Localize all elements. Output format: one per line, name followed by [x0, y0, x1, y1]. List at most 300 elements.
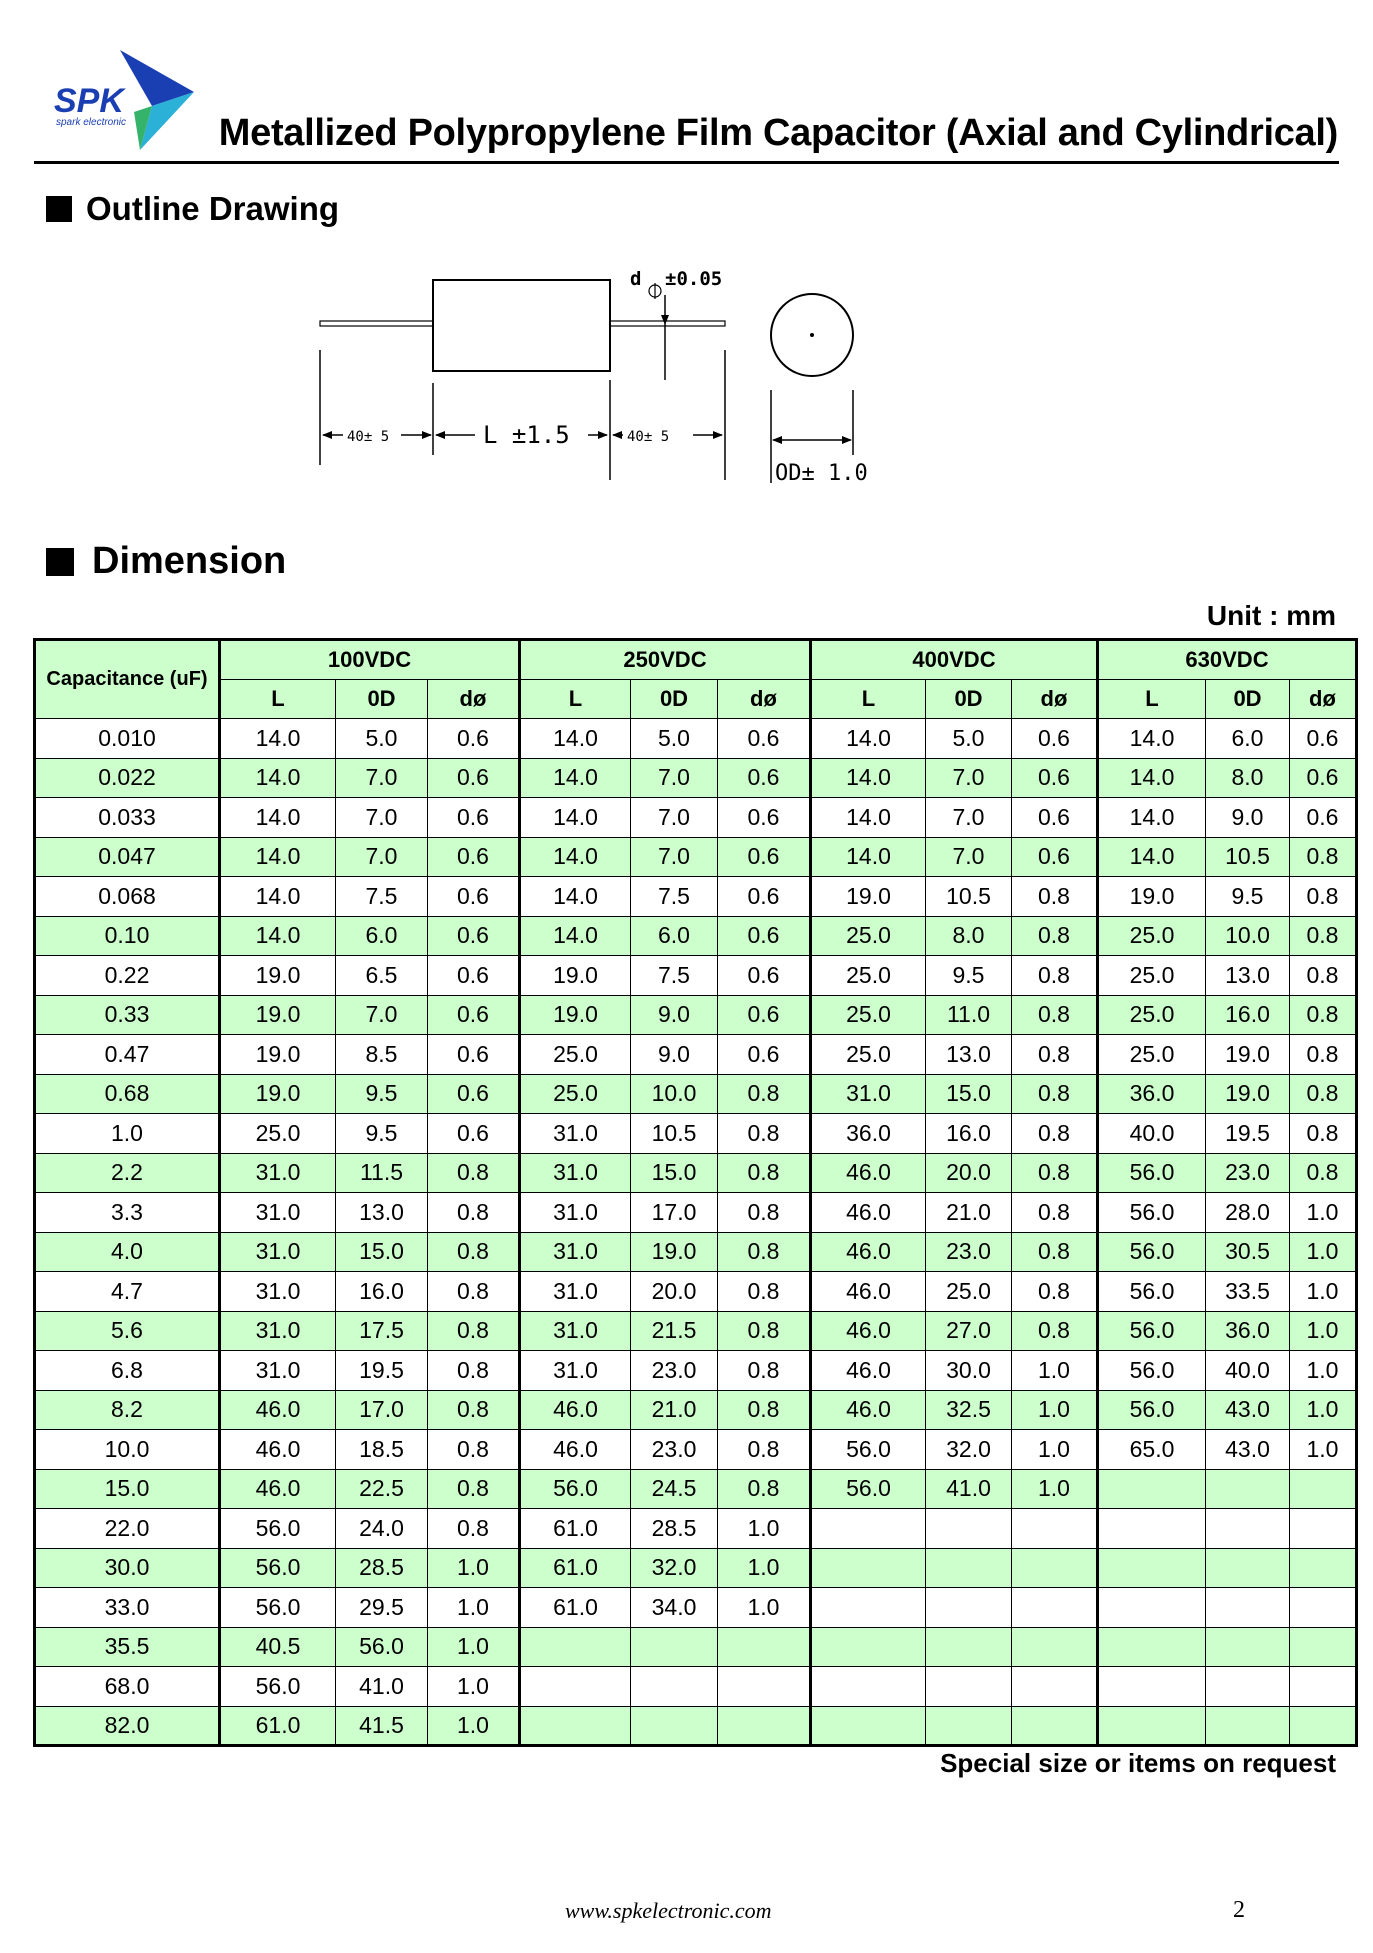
table-cell: 14.0 [220, 837, 336, 877]
arrow-left-icon [772, 436, 782, 444]
sub-header-l: L [1098, 679, 1206, 719]
voltage-header-250vdc: 250VDC [520, 640, 811, 680]
table-cell: 14.0 [220, 877, 336, 917]
table-cell [1012, 1588, 1098, 1628]
table-cell: 56.0 [811, 1430, 926, 1470]
table-cell: 25.0 [1098, 995, 1206, 1035]
capacitance-cell: 82.0 [35, 1706, 220, 1746]
table-cell: 43.0 [1206, 1430, 1290, 1470]
table-cell: 7.0 [926, 837, 1012, 877]
table-cell: 1.0 [1290, 1311, 1357, 1351]
capacitance-cell: 6.8 [35, 1351, 220, 1391]
table-cell: 31.0 [520, 1232, 631, 1272]
capacitance-header: Capacitance (uF) [35, 640, 220, 719]
table-cell: 46.0 [811, 1272, 926, 1312]
table-cell: 0.8 [718, 1272, 811, 1312]
special-size-note: Special size or items on request [940, 1748, 1336, 1778]
table-cell: 0.6 [1290, 719, 1357, 759]
table-cell: 0.8 [1012, 1232, 1098, 1272]
sub-header-l: L [520, 679, 631, 719]
capacitance-cell: 4.7 [35, 1272, 220, 1312]
table-cell: 16.0 [336, 1272, 428, 1312]
arrow-right-icon [422, 431, 432, 439]
table-cell: 1.0 [1290, 1232, 1357, 1272]
table-cell [1290, 1706, 1357, 1746]
table-cell: 61.0 [520, 1588, 631, 1628]
voltage-header-400vdc: 400VDC [811, 640, 1098, 680]
table-cell: 13.0 [336, 1193, 428, 1233]
table-cell: 31.0 [520, 1114, 631, 1154]
table-cell [1206, 1706, 1290, 1746]
table-cell: 14.0 [520, 837, 631, 877]
dimension-table-body [35, 719, 1357, 1746]
table-row [35, 1706, 1357, 1746]
table-cell: 5.0 [926, 719, 1012, 759]
bullet-square-icon [46, 196, 72, 222]
table-cell: 0.8 [428, 1311, 520, 1351]
table-cell: 56.0 [1098, 1272, 1206, 1312]
sub-header-od: 0D [336, 679, 428, 719]
table-cell: 10.0 [1206, 916, 1290, 956]
table-cell: 43.0 [1206, 1390, 1290, 1430]
table-cell: 19.0 [631, 1232, 718, 1272]
table-cell [1290, 1667, 1357, 1707]
table-cell: 61.0 [220, 1706, 336, 1746]
table-cell: 31.0 [520, 1311, 631, 1351]
table-cell: 28.5 [336, 1548, 428, 1588]
table-row [35, 1074, 1357, 1114]
table-cell: 31.0 [220, 1311, 336, 1351]
table-cell [926, 1627, 1012, 1667]
arrow-right-icon [713, 431, 723, 439]
table-cell: 0.8 [428, 1509, 520, 1549]
table-cell: 7.0 [336, 837, 428, 877]
table-cell: 56.0 [220, 1588, 336, 1628]
lead-left-label: 40± 5 [347, 429, 390, 445]
table-cell: 31.0 [520, 1351, 631, 1391]
table-cell: 0.8 [428, 1351, 520, 1391]
table-cell: 46.0 [811, 1153, 926, 1193]
capacitance-cell: 0.33 [35, 995, 220, 1035]
table-cell: 32.0 [926, 1430, 1012, 1470]
table-cell: 14.0 [220, 719, 336, 759]
table-cell: 56.0 [1098, 1351, 1206, 1391]
table-cell: 0.8 [1012, 1272, 1098, 1312]
table-cell [1098, 1627, 1206, 1667]
table-cell: 9.0 [631, 995, 718, 1035]
table-cell: 0.8 [1012, 956, 1098, 996]
table-cell: 0.6 [1012, 758, 1098, 798]
table-cell [718, 1627, 811, 1667]
table-cell: 21.5 [631, 1311, 718, 1351]
table-cell: 0.8 [428, 1390, 520, 1430]
table-cell: 14.0 [1098, 798, 1206, 838]
table-cell: 0.8 [428, 1232, 520, 1272]
page-number: 2 [1233, 1897, 1245, 1923]
table-row [35, 1153, 1357, 1193]
document-title: Metallized Polypropylene Film Capacitor (Axial and Cylindrical) [218, 112, 1338, 154]
dimension-title: Dimension [92, 540, 287, 582]
table-cell: 0.8 [718, 1114, 811, 1154]
table-cell: 56.0 [220, 1548, 336, 1588]
table-cell: 1.0 [1290, 1272, 1357, 1312]
sub-header-d: dø [428, 679, 520, 719]
table-cell: 36.0 [811, 1114, 926, 1154]
table-cell: 1.0 [1290, 1390, 1357, 1430]
logo-text: SPK [54, 82, 124, 120]
sub-header-d: dø [1290, 679, 1357, 719]
table-row [35, 877, 1357, 917]
table-cell: 25.0 [811, 956, 926, 996]
capacitor-body [433, 280, 610, 371]
table-cell: 40.0 [1206, 1351, 1290, 1391]
arrow-left-icon [322, 431, 332, 439]
table-cell: 7.0 [926, 758, 1012, 798]
dimension-heading [46, 540, 286, 583]
table-cell: 19.0 [520, 956, 631, 996]
table-cell: 41.0 [336, 1667, 428, 1707]
table-cell: 56.0 [1098, 1232, 1206, 1272]
table-cell: 1.0 [428, 1627, 520, 1667]
table-cell: 6.0 [1206, 719, 1290, 759]
table-cell: 25.0 [1098, 956, 1206, 996]
table-cell: 56.0 [336, 1627, 428, 1667]
table-row [35, 1232, 1357, 1272]
table-cell: 15.0 [926, 1074, 1012, 1114]
table-cell: 14.0 [520, 877, 631, 917]
table-cell: 7.0 [631, 798, 718, 838]
table-cell: 32.0 [631, 1548, 718, 1588]
capacitance-cell: 15.0 [35, 1469, 220, 1509]
table-row [35, 1588, 1357, 1628]
table-row [35, 916, 1357, 956]
sub-header-row [35, 679, 1357, 719]
table-cell: 46.0 [520, 1390, 631, 1430]
table-cell: 19.5 [336, 1351, 428, 1391]
table-cell: 1.0 [1012, 1390, 1098, 1430]
table-cell: 17.0 [631, 1193, 718, 1233]
table-cell: 0.8 [1290, 995, 1357, 1035]
table-cell: 25.0 [220, 1114, 336, 1154]
table-cell: 0.6 [1290, 798, 1357, 838]
table-cell: 27.0 [926, 1311, 1012, 1351]
table-cell [520, 1667, 631, 1707]
table-cell: 1.0 [428, 1667, 520, 1707]
table-row [35, 798, 1357, 838]
right-lead [610, 321, 725, 326]
table-cell: 41.5 [336, 1706, 428, 1746]
table-cell: 7.0 [631, 758, 718, 798]
table-cell: 1.0 [1290, 1193, 1357, 1233]
arrow-left-icon [612, 431, 622, 439]
table-cell: 41.0 [926, 1469, 1012, 1509]
lead-diameter-label: d [630, 268, 642, 290]
table-cell: 20.0 [926, 1153, 1012, 1193]
body-length-label: L ±1.5 [483, 421, 570, 449]
table-cell: 31.0 [220, 1232, 336, 1272]
table-row [35, 1469, 1357, 1509]
table-cell: 9.0 [1206, 798, 1290, 838]
table-cell: 0.6 [1012, 837, 1098, 877]
table-cell [631, 1667, 718, 1707]
table-cell [926, 1667, 1012, 1707]
table-cell: 19.0 [220, 995, 336, 1035]
table-cell [926, 1588, 1012, 1628]
table-cell: 0.6 [1012, 719, 1098, 759]
table-cell: 10.5 [1206, 837, 1290, 877]
table-cell: 7.5 [631, 877, 718, 917]
table-cell: 30.5 [1206, 1232, 1290, 1272]
table-cell [1290, 1509, 1357, 1549]
table-cell: 0.6 [718, 916, 811, 956]
table-cell: 56.0 [1098, 1153, 1206, 1193]
table-cell: 14.0 [1098, 719, 1206, 759]
table-cell: 14.0 [520, 719, 631, 759]
table-cell [718, 1706, 811, 1746]
table-row [35, 1548, 1357, 1588]
table-cell [631, 1627, 718, 1667]
table-cell: 0.6 [428, 877, 520, 917]
table-cell: 1.0 [428, 1706, 520, 1746]
table-cell: 24.0 [336, 1509, 428, 1549]
table-cell: 7.0 [631, 837, 718, 877]
table-cell [1206, 1588, 1290, 1628]
table-cell: 31.0 [520, 1193, 631, 1233]
table-cell: 56.0 [811, 1469, 926, 1509]
table-cell [1098, 1667, 1206, 1707]
unit-label: Unit : mm [1206, 600, 1336, 631]
capacitance-cell: 1.0 [35, 1114, 220, 1154]
sub-header-od: 0D [1206, 679, 1290, 719]
table-cell: 0.8 [718, 1390, 811, 1430]
table-cell: 0.8 [1012, 1114, 1098, 1154]
table-cell: 11.0 [926, 995, 1012, 1035]
table-cell: 25.0 [811, 916, 926, 956]
outline-drawing-title: Outline Drawing [86, 190, 340, 227]
table-cell: 31.0 [520, 1153, 631, 1193]
table-cell: 1.0 [1012, 1430, 1098, 1470]
table-cell: 40.0 [1098, 1114, 1206, 1154]
table-cell: 31.0 [220, 1193, 336, 1233]
table-cell [1012, 1509, 1098, 1549]
table-cell: 9.5 [336, 1074, 428, 1114]
table-cell: 0.8 [1290, 877, 1357, 917]
table-cell: 19.0 [220, 1035, 336, 1075]
table-cell: 65.0 [1098, 1430, 1206, 1470]
capacitance-cell: 10.0 [35, 1430, 220, 1470]
table-cell [811, 1509, 926, 1549]
capacitance-cell: 35.5 [35, 1627, 220, 1667]
table-cell: 0.8 [1290, 1114, 1357, 1154]
table-cell: 0.6 [718, 877, 811, 917]
table-cell: 5.0 [336, 719, 428, 759]
table-cell: 5.0 [631, 719, 718, 759]
table-cell: 9.0 [631, 1035, 718, 1075]
table-cell: 7.0 [926, 798, 1012, 838]
table-cell [718, 1667, 811, 1707]
table-cell: 23.0 [631, 1351, 718, 1391]
table-cell: 25.0 [1098, 1035, 1206, 1075]
table-cell: 1.0 [1290, 1430, 1357, 1470]
table-cell: 7.0 [336, 758, 428, 798]
table-cell [811, 1548, 926, 1588]
table-cell: 0.6 [428, 916, 520, 956]
table-cell [1098, 1509, 1206, 1549]
table-cell: 22.5 [336, 1469, 428, 1509]
table-cell: 0.6 [428, 719, 520, 759]
spk-logo [52, 50, 202, 155]
table-cell: 17.0 [336, 1390, 428, 1430]
table-cell: 46.0 [811, 1193, 926, 1233]
outline-drawing-heading [46, 190, 339, 228]
table-cell: 13.0 [926, 1035, 1012, 1075]
table-cell: 14.0 [220, 758, 336, 798]
capacitance-cell: 22.0 [35, 1509, 220, 1549]
table-cell: 11.5 [336, 1153, 428, 1193]
arrow-left-icon [435, 431, 445, 439]
table-cell: 0.8 [718, 1232, 811, 1272]
table-cell: 20.0 [631, 1272, 718, 1312]
table-cell: 40.5 [220, 1627, 336, 1667]
bullet-square-icon [46, 548, 74, 576]
table-cell: 19.0 [520, 995, 631, 1035]
table-cell [926, 1548, 1012, 1588]
table-cell: 0.8 [1012, 1035, 1098, 1075]
table-cell [1012, 1667, 1098, 1707]
table-cell: 17.5 [336, 1311, 428, 1351]
table-cell: 33.5 [1206, 1272, 1290, 1312]
table-cell: 10.5 [631, 1114, 718, 1154]
table-cell: 25.0 [520, 1074, 631, 1114]
sub-header-l: L [220, 679, 336, 719]
table-cell [1012, 1548, 1098, 1588]
table-cell: 31.0 [811, 1074, 926, 1114]
table-cell [926, 1509, 1012, 1549]
voltage-header-630vdc: 630VDC [1098, 640, 1357, 680]
table-cell: 24.5 [631, 1469, 718, 1509]
logo-subtext: spark electronic [56, 117, 127, 128]
table-cell: 14.0 [811, 837, 926, 877]
table-row [35, 1272, 1357, 1312]
table-row [35, 1509, 1357, 1549]
website-url: www.spkelectronic.com [565, 1898, 772, 1923]
table-cell: 7.5 [336, 877, 428, 917]
table-cell: 0.6 [1290, 758, 1357, 798]
table-cell [1012, 1706, 1098, 1746]
capacitance-cell: 33.0 [35, 1588, 220, 1628]
table-cell: 0.6 [718, 719, 811, 759]
table-cell [1206, 1667, 1290, 1707]
table-cell [1290, 1469, 1357, 1509]
table-cell: 19.0 [811, 877, 926, 917]
table-cell: 23.0 [631, 1430, 718, 1470]
table-cell: 0.8 [1012, 1311, 1098, 1351]
table-cell: 0.8 [1290, 1153, 1357, 1193]
table-cell: 0.8 [718, 1193, 811, 1233]
sub-header-od: 0D [926, 679, 1012, 719]
table-cell [1012, 1627, 1098, 1667]
capacitance-cell: 2.2 [35, 1153, 220, 1193]
table-cell: 29.5 [336, 1588, 428, 1628]
table-cell: 8.5 [336, 1035, 428, 1075]
arrow-right-icon [842, 436, 852, 444]
table-cell: 7.0 [336, 995, 428, 1035]
sub-header-d: dø [1012, 679, 1098, 719]
table-cell: 8.0 [926, 916, 1012, 956]
table-cell: 0.8 [718, 1153, 811, 1193]
table-cell: 23.0 [926, 1232, 1012, 1272]
capacitance-cell: 0.033 [35, 798, 220, 838]
capacitance-cell: 0.047 [35, 837, 220, 877]
table-row [35, 995, 1357, 1035]
table-cell: 6.0 [336, 916, 428, 956]
table-cell: 31.0 [220, 1153, 336, 1193]
table-cell: 61.0 [520, 1509, 631, 1549]
table-cell: 30.0 [926, 1351, 1012, 1391]
table-cell: 14.0 [520, 758, 631, 798]
capacitance-cell: 0.22 [35, 956, 220, 996]
table-cell: 0.8 [718, 1311, 811, 1351]
lead-right-label: 40± 5 [627, 429, 670, 445]
outline-drawing [305, 255, 905, 500]
table-cell: 0.8 [718, 1469, 811, 1509]
table-cell: 0.8 [1012, 1074, 1098, 1114]
table-cell: 14.0 [811, 798, 926, 838]
table-cell [520, 1627, 631, 1667]
table-cell [926, 1706, 1012, 1746]
table-cell [1206, 1469, 1290, 1509]
table-cell: 0.8 [1290, 956, 1357, 996]
table-cell [1098, 1469, 1206, 1509]
table-cell: 31.0 [220, 1272, 336, 1312]
table-cell: 0.8 [718, 1430, 811, 1470]
capacitance-cell: 0.022 [35, 758, 220, 798]
table-cell: 0.8 [1012, 877, 1098, 917]
table-cell: 25.0 [926, 1272, 1012, 1312]
table-cell: 0.6 [428, 956, 520, 996]
table-cell: 0.8 [1012, 995, 1098, 1035]
table-row [35, 837, 1357, 877]
table-cell: 6.5 [336, 956, 428, 996]
table-cell: 34.0 [631, 1588, 718, 1628]
capacitance-cell: 8.2 [35, 1390, 220, 1430]
outer-diameter-label: OD± 1.0 [775, 461, 868, 486]
table-cell: 56.0 [220, 1509, 336, 1549]
table-row [35, 1193, 1357, 1233]
left-lead [320, 321, 448, 326]
table-cell: 0.6 [428, 1114, 520, 1154]
table-cell: 56.0 [520, 1469, 631, 1509]
table-cell: 1.0 [718, 1588, 811, 1628]
table-row [35, 956, 1357, 996]
table-cell: 0.6 [428, 758, 520, 798]
table-cell: 8.0 [1206, 758, 1290, 798]
table-cell: 28.0 [1206, 1193, 1290, 1233]
table-cell: 46.0 [220, 1390, 336, 1430]
table-cell: 15.0 [631, 1153, 718, 1193]
table-cell: 0.6 [428, 995, 520, 1035]
voltage-header-100vdc: 100VDC [220, 640, 520, 680]
table-cell: 61.0 [520, 1548, 631, 1588]
capacitance-cell: 4.0 [35, 1232, 220, 1272]
table-cell: 0.8 [1012, 916, 1098, 956]
table-cell: 6.0 [631, 916, 718, 956]
table-cell [1206, 1627, 1290, 1667]
table-cell: 0.8 [1290, 1035, 1357, 1075]
table-cell: 0.6 [428, 837, 520, 877]
table-cell: 1.0 [428, 1588, 520, 1628]
table-cell: 0.8 [428, 1193, 520, 1233]
